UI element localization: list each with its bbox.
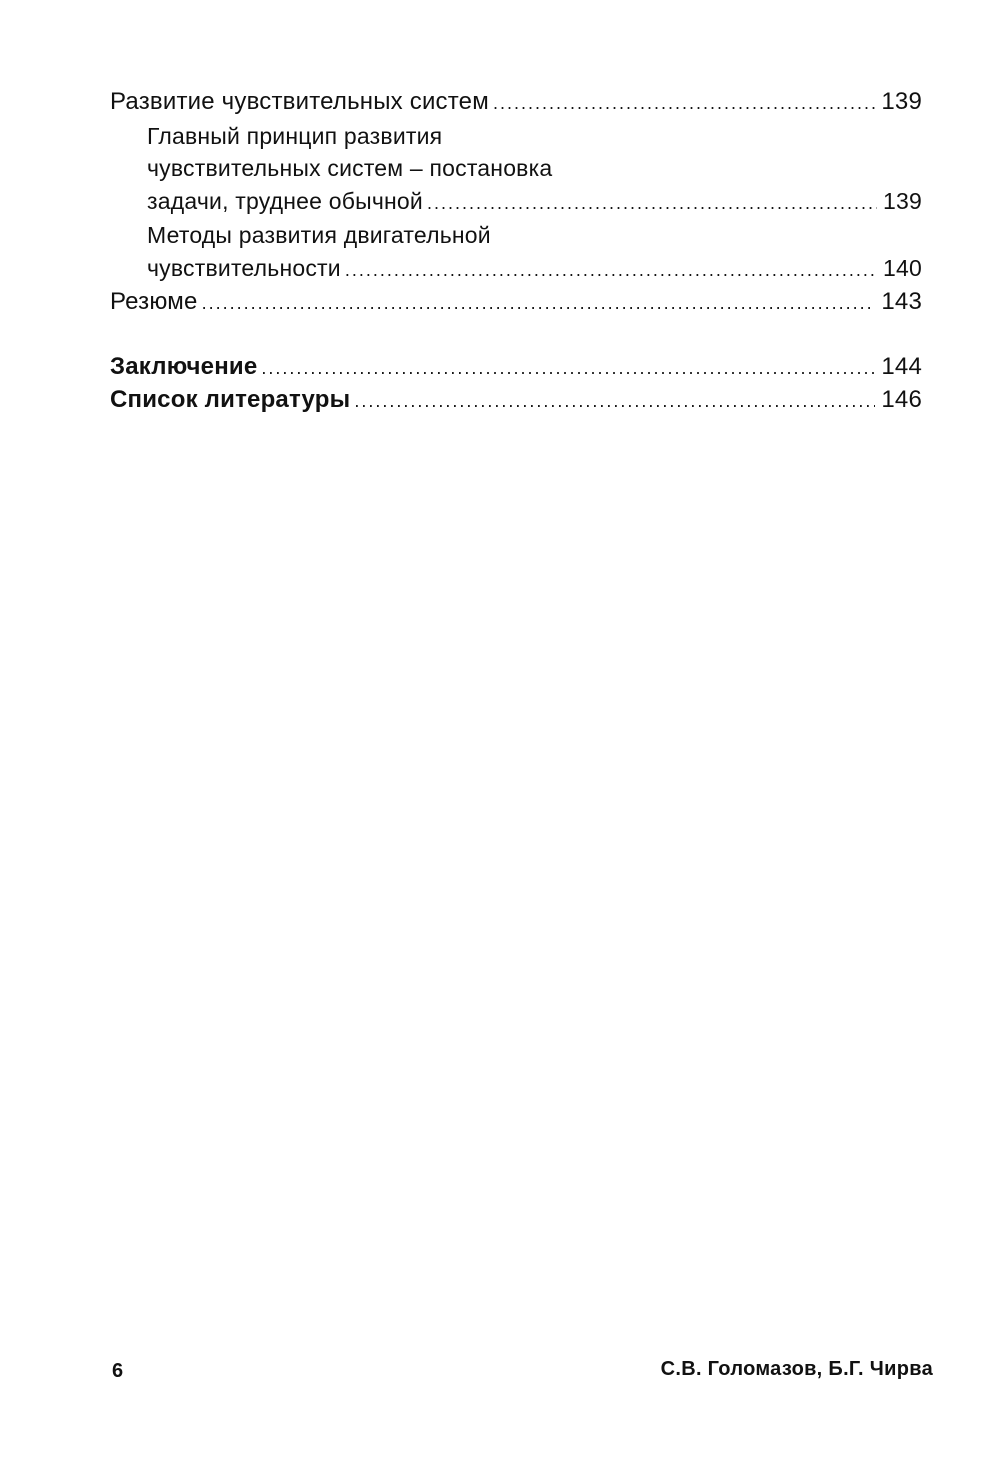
toc-subentry-text: Главный принцип развития (147, 122, 443, 149)
toc-chapter-page: 146 (881, 386, 922, 413)
table-of-contents (110, 86, 922, 418)
dot-leader (427, 187, 877, 220)
toc-subentry-line (110, 120, 922, 153)
toc-subentry-title: чувствительности (147, 254, 341, 281)
section-gap (110, 320, 922, 351)
toc-entry[interactable] (110, 86, 922, 120)
toc-chapter-title: Заключение (110, 352, 258, 380)
dot-leader (345, 254, 877, 287)
running-footer-authors: С.В. Голомазов, Б.Г. Чирва (660, 1358, 933, 1380)
toc-entry[interactable] (110, 286, 922, 320)
toc-chapter-entry[interactable] (110, 384, 922, 418)
page-number: 6 (112, 1360, 124, 1382)
toc-subentry-title: задачи, труднее обычной (147, 187, 423, 214)
toc-entry-page: 139 (881, 88, 922, 115)
toc-subentry[interactable] (110, 252, 922, 287)
toc-subentry-text: чувствительных систем – постановка (147, 155, 553, 181)
toc-chapter-title: Список литературы (110, 386, 351, 413)
toc-entry-title: Резюме (110, 288, 198, 315)
toc-subentry-page: 140 (883, 254, 922, 281)
toc-subentry-text: Методы развития двигательной (147, 222, 491, 248)
dot-leader (261, 352, 875, 385)
dot-leader (354, 385, 875, 418)
dot-leader (202, 287, 876, 320)
toc-subentry-line (110, 219, 922, 252)
toc-subentry-page: 139 (883, 187, 922, 214)
dot-leader (493, 87, 875, 120)
toc-entry-title: Развитие чувствительных систем (110, 88, 489, 115)
toc-subentry-line (110, 152, 922, 185)
toc-chapter-entry[interactable] (110, 351, 922, 385)
toc-subentry[interactable] (110, 185, 922, 220)
toc-entry-page: 143 (881, 288, 922, 315)
toc-chapter-page: 144 (881, 352, 922, 380)
